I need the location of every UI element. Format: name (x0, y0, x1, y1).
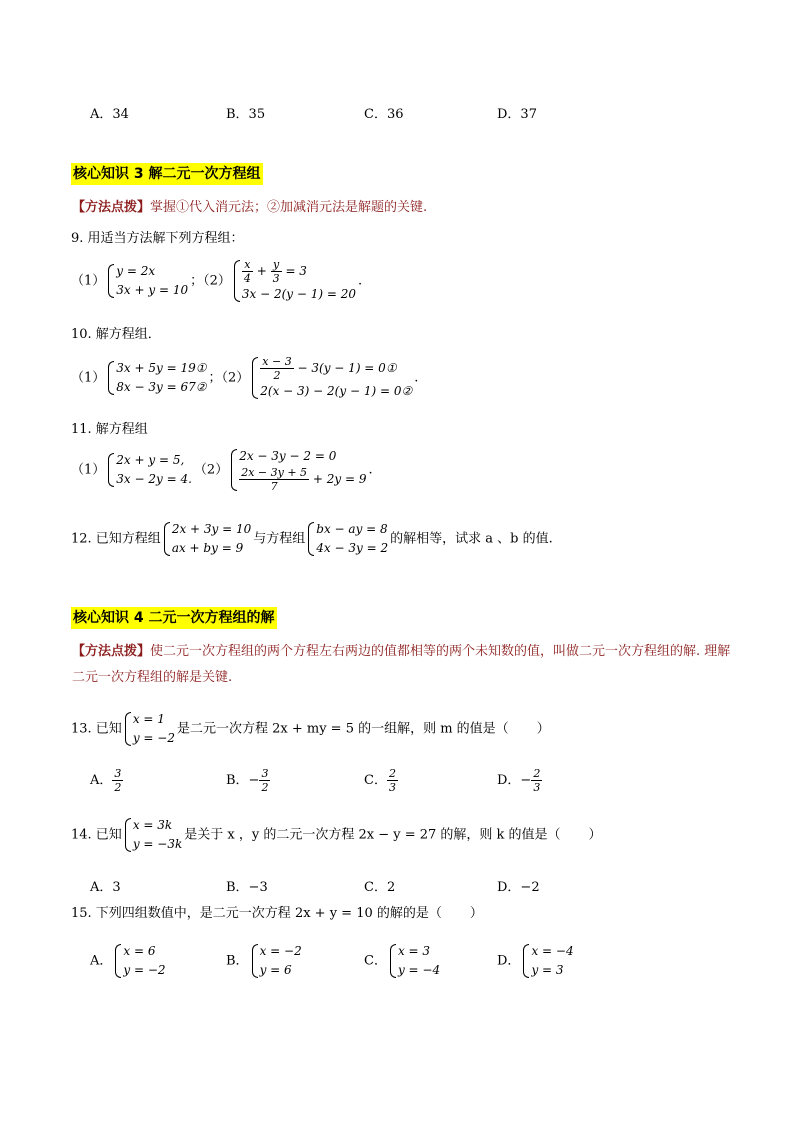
equation: 4x − 3y = 2 (316, 541, 389, 555)
equation: 2x + y = 5, (116, 453, 185, 467)
denominator: 7 (270, 480, 278, 493)
equation: 8x − 3y = 67② (116, 380, 207, 394)
q9-systems (71, 258, 362, 304)
q9-part1-label: （1） (71, 273, 106, 289)
equation: 2x − 3y − 2 = 0 (239, 449, 337, 463)
fraction (239, 466, 309, 493)
q14-system (124, 816, 182, 854)
tip-tag: 【方法点拨】 (72, 200, 151, 215)
section-3-tip (72, 195, 732, 221)
q11-separator: （2） (193, 462, 229, 478)
option-label: C． (364, 953, 387, 969)
denominator: 2 (114, 781, 122, 794)
equation: y = 3 (531, 963, 564, 977)
option-label: A． (90, 773, 113, 788)
equation: 2x + 3y = 10 (171, 522, 252, 536)
numerator: x (242, 258, 253, 272)
tip-text: 掌握①代入消元法；②加减消元法是解题的关键. (150, 200, 428, 215)
q10-stem: 10. 解方程组． (71, 327, 161, 342)
q8-option-a: A．34 (90, 107, 129, 122)
q11-system-2 (230, 447, 366, 493)
equation: x = 6 (123, 944, 156, 958)
equation (260, 355, 412, 382)
equation: x = 3k (132, 818, 173, 832)
fraction (260, 355, 293, 382)
option-system (251, 942, 302, 980)
option-label: A． (90, 953, 113, 969)
q13-tail: 是二元一次方程 2x + my = 5 的一组解，则 m 的值是（ (176, 721, 509, 737)
q8-option-c: C．36 (364, 107, 404, 122)
equation (239, 466, 366, 493)
q12-mid: 与方程组 (253, 531, 306, 547)
fraction (242, 258, 253, 285)
operator: + (256, 264, 267, 278)
q12 (71, 520, 553, 558)
numerator: 2x − 3y + 5 (241, 466, 308, 479)
fraction (259, 767, 270, 794)
equation: 2(x − 3) − 2(y − 1) = 0② (260, 384, 413, 398)
q14-option-a: A．3 (90, 880, 121, 895)
equation: ax + by = 9 (171, 541, 244, 555)
q10-system-2 (251, 355, 412, 401)
q14-option-c: C．2 (364, 880, 396, 895)
q14-lead: 14. 已知 (71, 827, 122, 843)
q10-separator: ；（2） (208, 370, 250, 386)
equation: y = −3k (132, 837, 183, 851)
tip-text: 使二元一次方程组的两个方程左右两边的值都相等的两个未知数的值，叫做二元一次方程组的解. 理解二元一次方程组的解是关键. (72, 644, 731, 685)
option-system (114, 942, 165, 980)
q15-close: ） (469, 906, 483, 921)
equation-rest: − 3(y − 1) = 0① (297, 361, 397, 375)
equation: y = −4 (397, 963, 441, 977)
numerator: 3 (114, 767, 122, 780)
equation: y = 2x (116, 264, 156, 278)
equation: 3x − 2y = 4. (116, 472, 192, 486)
q15-stem-text: 15. 下列四组数值中，是二元一次方程 2x + y = 10 的解的是（ (71, 906, 442, 921)
q15-option-c (364, 942, 442, 980)
q13-option-c (364, 767, 398, 794)
fraction (271, 258, 282, 285)
numerator: 3 (261, 767, 269, 780)
equation: y = −2 (123, 963, 166, 977)
q8-option-b: B．35 (226, 107, 266, 122)
equation: x = 3 (397, 944, 431, 958)
q12-tail: 的解相等，试求 a 、b 的值. (390, 531, 553, 547)
fraction (112, 767, 123, 794)
q12-system-2 (307, 520, 388, 558)
q14-tail: 是关于 x ，y 的二元一次方程 2x − y = 27 的解，则 k 的值是（ (184, 827, 561, 843)
fraction (531, 767, 542, 794)
q13-close: ） (536, 721, 550, 737)
q15-option-a (90, 942, 168, 980)
denominator: 3 (272, 272, 280, 285)
option-label: D． (497, 953, 521, 969)
option-label: C． (364, 773, 387, 788)
q11-systems (71, 447, 373, 493)
option-label: B．− (226, 773, 260, 788)
q13-option-a (90, 767, 123, 794)
q14-option-b: B．−3 (226, 880, 268, 895)
equation: x = 1 (132, 712, 165, 726)
numerator: y (271, 258, 282, 272)
option-system (389, 942, 440, 980)
q10-part1-label: （1） (71, 370, 106, 386)
equation-rest: + 2y = 9 (312, 472, 367, 486)
q13 (71, 710, 550, 748)
q15-option-b (226, 942, 304, 980)
q11-part1-label: （1） (71, 462, 106, 478)
section-3-title: 核心知识 3 解二元一次方程组 (71, 163, 263, 185)
numerator: 2 (533, 767, 541, 780)
denominator: 4 (243, 272, 251, 285)
q13-option-b (226, 767, 270, 794)
q12-system-1 (163, 520, 251, 558)
q10-end: . (414, 370, 419, 386)
q14 (71, 816, 602, 854)
equation (242, 258, 356, 285)
equation: 3x − 2(y − 1) = 20 (241, 287, 357, 301)
q14-close: ） (588, 827, 602, 843)
q9-end: . (358, 273, 363, 289)
equation: x = −2 (259, 944, 302, 958)
denominator: 2 (261, 781, 269, 794)
numerator: x − 3 (262, 355, 292, 368)
q11-system-1 (107, 451, 192, 489)
q15-option-d (497, 942, 576, 980)
q11-stem: 11. 解方程组 (71, 422, 148, 437)
option-label: B． (226, 953, 249, 969)
q12-lead: 12. 已知方程组 (71, 531, 161, 547)
numerator: 2 (388, 767, 396, 780)
q9-system-1 (107, 262, 188, 300)
q10-system-1 (107, 359, 206, 397)
section-4-title: 核心知识 4 二元一次方程组的解 (71, 607, 277, 629)
option-label: D．− (497, 773, 532, 788)
equation: 3x + 5y = 19① (116, 361, 207, 375)
equation: 3x + y = 10 (116, 283, 189, 297)
q13-option-d (497, 767, 542, 794)
q11-end: . (368, 462, 373, 478)
section-4-tip (72, 639, 732, 691)
denominator: 2 (273, 369, 281, 382)
denominator: 3 (533, 781, 541, 794)
fraction (387, 767, 398, 794)
option-system (522, 942, 573, 980)
equation: bx − ay = 8 (316, 522, 388, 536)
equation: y = 6 (259, 963, 292, 977)
equation-rhs: = 3 (285, 264, 307, 278)
q15-stem (71, 904, 483, 924)
q10-systems (71, 355, 418, 401)
equation: x = −4 (531, 944, 574, 958)
q9-separator: ；（2） (190, 273, 231, 289)
denominator: 3 (388, 781, 396, 794)
q9-stem: 9. 用适当方法解下列方程组： (71, 231, 244, 246)
q14-option-d: D．−2 (497, 880, 540, 895)
q9-system-2 (233, 258, 356, 304)
q8-option-d: D．37 (497, 107, 537, 122)
q13-lead: 13. 已知 (71, 721, 122, 737)
q13-system (124, 710, 175, 748)
tip-tag: 【方法点拨】 (72, 644, 151, 659)
equation: y = −2 (132, 731, 175, 745)
